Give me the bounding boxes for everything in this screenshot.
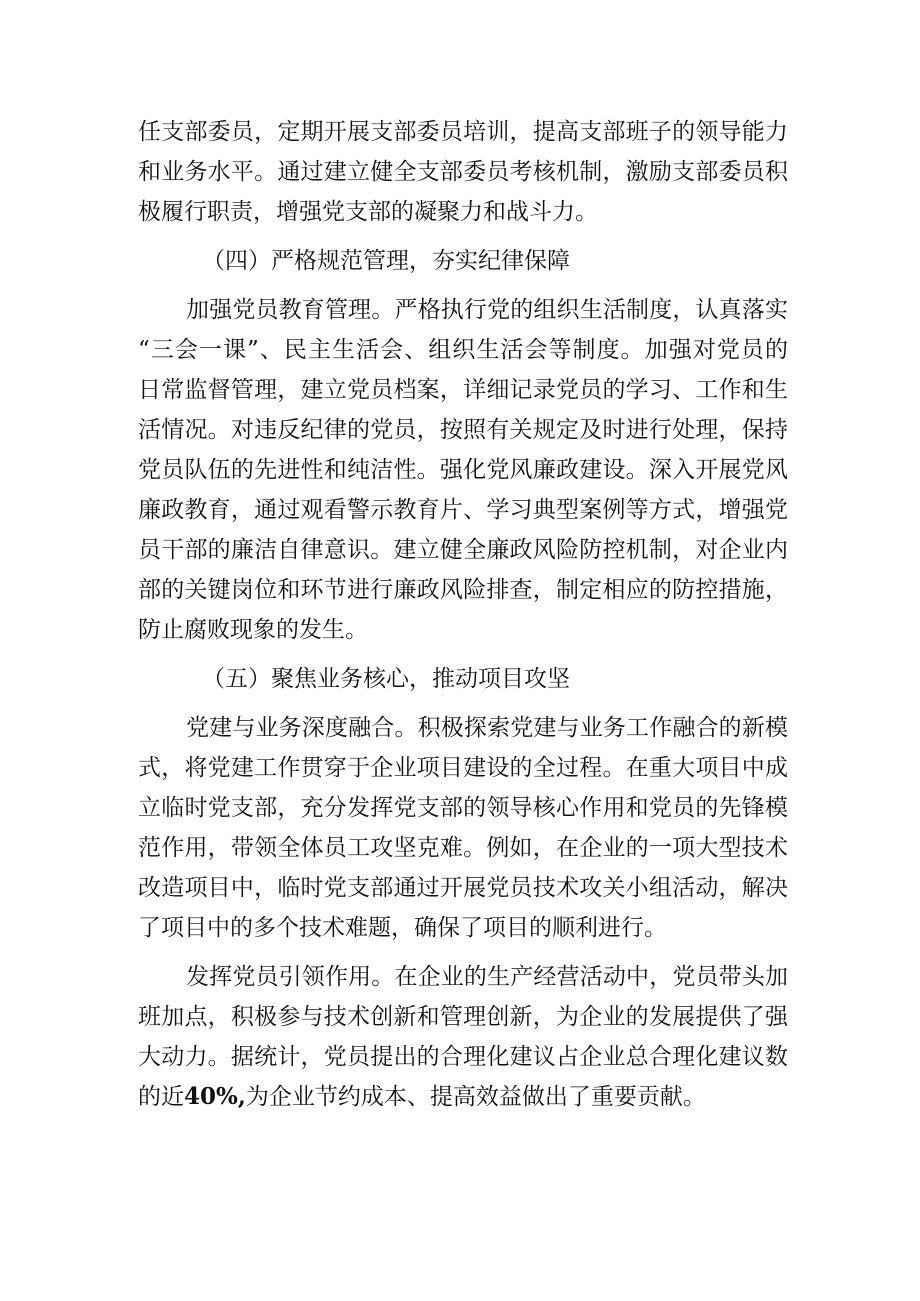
section-heading-four: （四）严格规范管理，夯实纪律保障: [202, 248, 570, 274]
spacer: [138, 281, 788, 290]
text-fragment: 为企业节约成本、提高效益做出了重要贡献。: [245, 1084, 706, 1110]
text-line: “三会一课”、民主生活会、组织生活会等制度。加强对党员的: [138, 337, 788, 363]
text-line: 廉政教育，通过观看警示教育片、学习典型案例等方式，增强党: [138, 497, 788, 523]
text-line: 加强党员教育管理。严格执行党的组织生活制度，认真落实: [186, 297, 788, 323]
text-line: 范作用，带领全体员工攻坚克难。例如，在企业的一项大型技术: [138, 835, 788, 861]
spacer: [138, 699, 788, 708]
section-heading-five: （五）聚焦业务核心，推动项目攻坚: [202, 666, 570, 692]
text-line: 大动力。据统计，党员提出的合理化建议占企业总合理化建议数: [138, 1044, 788, 1070]
text-line: 式，将党建工作贯穿于企业项目建设的全过程。在重大项目中成: [138, 755, 788, 781]
text-line: 日常监督管理，建立党员档案，详细记录党员的学习、工作和生: [138, 377, 788, 403]
text-line: 极履行职责，增强党支部的凝聚力和战斗力。: [138, 199, 598, 225]
section-five: [138, 659, 788, 1117]
text-fragment: 的近: [138, 1084, 184, 1110]
text-line: 和业务水平。通过建立健全支部委员考核机制，激励支部委员积: [138, 159, 788, 185]
text-line: 班加点，积极参与技术创新和管理创新，为企业的发展提供了强: [138, 1004, 788, 1030]
text-line: 部的关键岗位和环节进行廉政风险排查，制定相应的防控措施，: [138, 577, 788, 603]
text-line: 员干部的廉洁自律意识。建立健全廉政风险防控机制，对企业内: [138, 537, 788, 563]
spacer: [138, 232, 788, 241]
percentage-value: 40%,: [184, 1083, 246, 1110]
text-line: 活情况。对违反纪律的党员，按照有关规定及时进行处理，保持: [138, 417, 788, 443]
section-four: [138, 241, 788, 650]
text-line: 了项目中的多个技术难题，确保了项目的顺利进行。: [138, 915, 667, 941]
text-line-last: [138, 1077, 788, 1117]
paragraph-continuation: [138, 112, 788, 232]
text-line: 党员队伍的先进性和纯洁性。强化党风廉政建设。深入开展党风: [138, 457, 788, 483]
text-line: 立临时党支部，充分发挥党支部的领导核心作用和党员的先锋模: [138, 795, 788, 821]
text-line: 党建与业务深度融合。积极探索党建与业务工作融合的新模: [186, 715, 788, 741]
text-line: 任支部委员，定期开展支部委员培训，提高支部班子的领导能力: [138, 119, 788, 145]
spacer: [138, 650, 788, 659]
spacer: [138, 948, 788, 957]
text-line: 防止腐败现象的发生。: [138, 617, 368, 643]
document-body: [138, 112, 788, 1117]
text-line: 发挥党员引领作用。在企业的生产经营活动中，党员带头加: [186, 964, 788, 990]
text-line: 改造项目中，临时党支部通过开展党员技术攻关小组活动，解决: [138, 875, 788, 901]
